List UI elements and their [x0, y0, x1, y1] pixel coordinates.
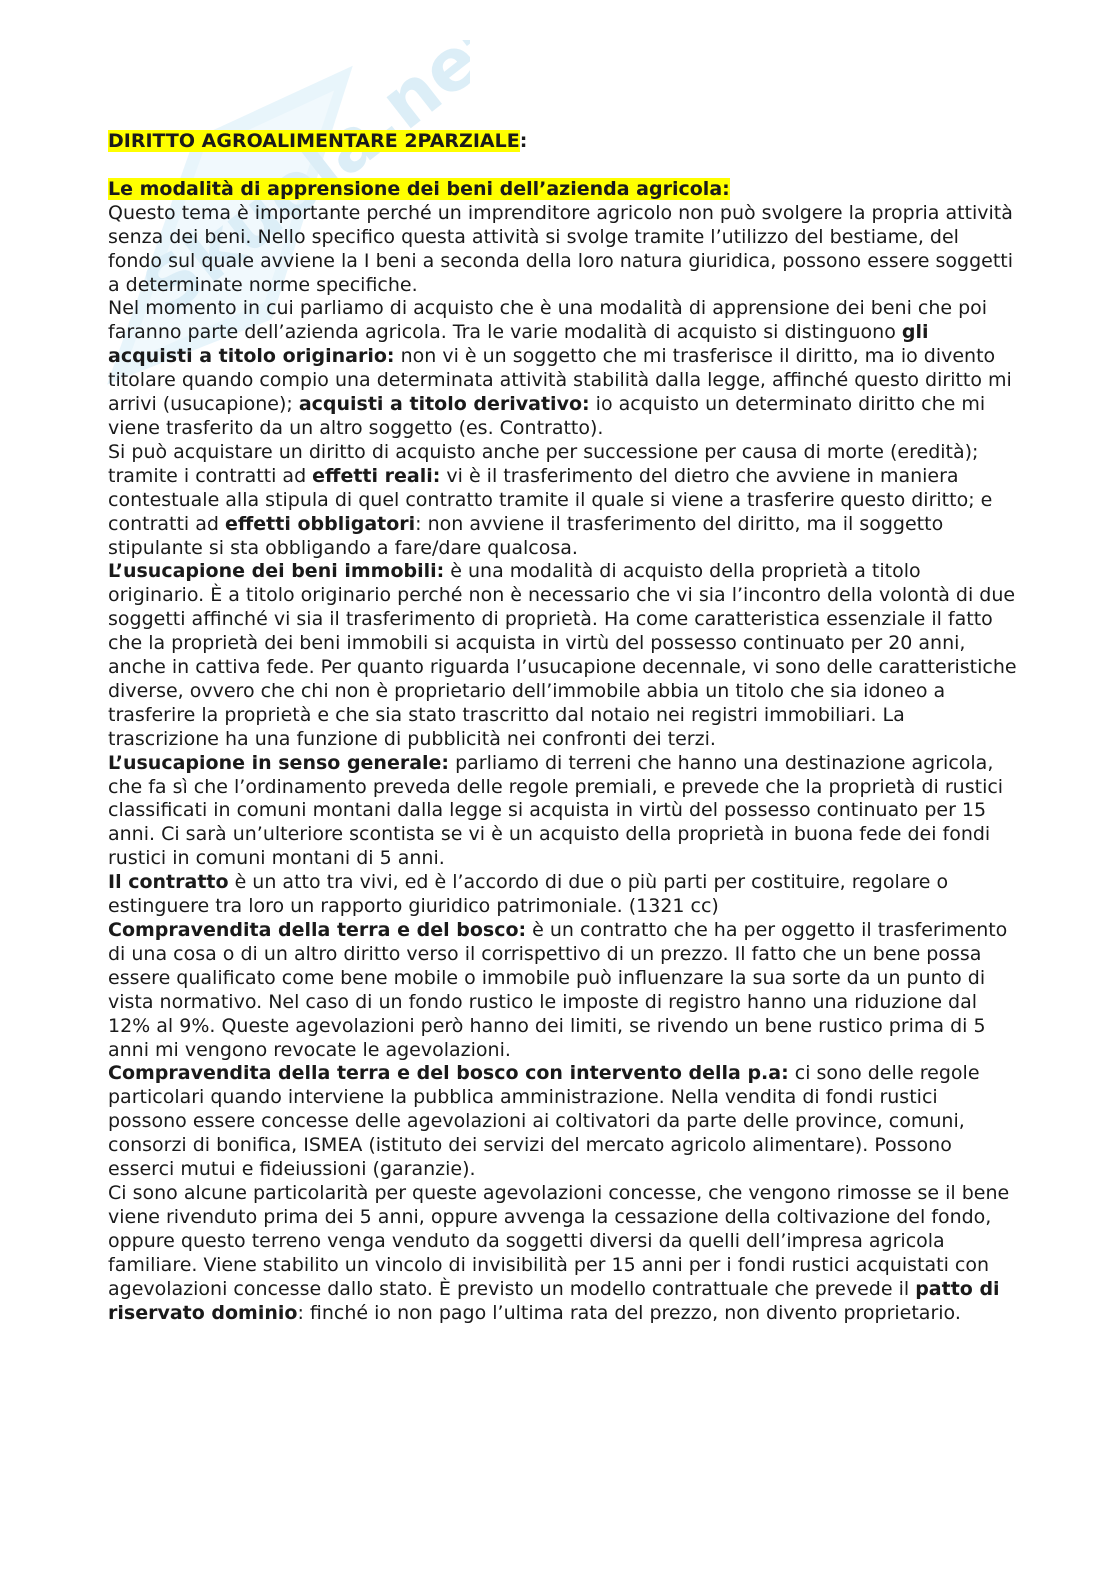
paragraph-2: [108, 297, 1018, 440]
paragraph-6-bold-1: Il contratto: [108, 871, 229, 894]
paragraph-5-text-1: parliamo di terreni che hanno una destinazione agricola, che fa sì che l’ordinamento preveda delle regole premiali, e prevede che la proprietà di rustici classificati in comuni montani dalla legge si acquista in virtù del possesso continuato per 15 anni. Ci sarà un’ulteriore scontista se vi è un acquisto della proprietà in buona fede dei fondi rustici in comuni montani di 5 anni.: [108, 751, 1004, 870]
document-page: [108, 130, 1018, 1325]
paragraph-4-bold-1: L’usucapione dei beni immobili:: [108, 560, 445, 583]
paragraph-1: Questo tema è importante perché un imprenditore agricolo non può svolgere la propria attività senza dei beni. Nello specifico questa attività si svolge tramite l’utilizzo del bestiame, del fondo sul quale avviene la I beni a seconda della loro natura giuridica, possono essere soggetti a determinate norme specifiche.: [108, 201, 1014, 296]
paragraph-3: [108, 441, 1018, 561]
paragraph-2-text-3: io acquisto un determinato diritto che mi viene trasferito da un altro soggetto (es. Contratto).: [108, 393, 986, 439]
paragraph-4: [108, 560, 1018, 751]
paragraph-8-text-1: ci sono delle regole particolari quando interviene la pubblica amministrazione. Nella vendita di fondi rustici possono essere concesse delle agevolazioni ai coltivatori da parte delle province, comuni, consorzi di bonifica, ISMEA (istituto dei servizi del mercato agricolo alimentare). Possono esserci mutui e fideiussioni (garanzie).: [108, 1062, 980, 1181]
document-title-line: [108, 130, 1018, 154]
section-heading: Le modalità di apprensione dei beni dell’azienda agricola:: [108, 177, 730, 200]
paragraph-5-bold-1: L’usucapione in senso generale:: [108, 751, 450, 774]
paragraph-7-bold-1: Compravendita della terra e del bosco:: [108, 919, 527, 941]
paragraph-3-bold-1: effetti reali:: [312, 464, 441, 487]
paragraph-9-text-1: Ci sono alcune particolarità per queste agevolazioni concesse, che vengono rimosse se il bene viene rivenduto prima dei 5 anni, oppure avvenga la cessazione della coltivazione del fondo, oppure questo terreno venga venduto da soggetti diversi da quelli dell’impresa agricola familiare. Viene stabilito un vincolo di invisibilità per 15 anni per i fondi rustici acquistati con agevolazioni concesse dallo stato. È previsto un modello contrattuale che prevede il: [108, 1181, 1010, 1300]
paragraph-2-text-2: non vi è un soggetto che mi trasferisce il diritto, ma io divento titolare quando compio una determinata attività stabilità dalla legge, affinché questo diritto mi arrivi (usucapione);: [108, 345, 1012, 416]
paragraph-6-text-1: è un atto tra vivi, ed è l’accordo di due o più parti per costituire, regolare o estinguere tra loro un rapporto giuridico patrimoniale. (1321 cc): [108, 871, 949, 918]
paragraph-9-bold-1: patto di riservato dominio: [108, 1277, 1000, 1324]
paragraph-9-text-2: : finché io non pago l’ultima rata del prezzo, non divento proprietario.: [297, 1301, 961, 1324]
document-title: DIRITTO AGROALIMENTARE 2PARZIALE: [108, 130, 520, 152]
paragraph-2-text-1: Nel momento in cui parliamo di acquisto che è una modalità di apprensione dei beni che poi faranno parte dell’azienda agricola. Tra le varie modalità di acquisto si distinguono: [108, 297, 988, 344]
paragraph-5: [108, 752, 1018, 872]
document-title-suffix: :: [519, 130, 528, 152]
paragraph-7-text-1: è un contratto che ha per oggetto il trasferimento di una cosa o di un altro diritto verso il corrispettivo di un prezzo. Il fatto che un bene possa essere qualificato come bene mobile o immobile può influenzare la sua sorte da un punto di vista normativo. Nel caso di un fondo rustico le imposte di registro hanno una riduzione dal 12% al 9%. Queste agevolazioni però hanno dei limiti, se rivendo un bene rustico prima di 5 anni mi vengono revocate le agevolazioni.: [108, 919, 1008, 1061]
paragraph-6: [108, 871, 1018, 919]
paragraph-8-bold-1: Compravendita della terra e del bosco con intervento della p.a:: [108, 1062, 789, 1085]
paragraph-2-bold-2: acquisti a titolo derivativo:: [298, 393, 590, 416]
paragraph-3-bold-2: effetti obbligatori: [224, 512, 416, 535]
paragraph-3-text-2: vi è il trasferimento del dietro che avviene in maniera contestuale alla stipula di quel contratto tramite il quale si viene a trasferire questo diritto; e contratti ad: [108, 464, 993, 535]
paragraph-9: [108, 1182, 1018, 1325]
paragraph-3-text-1: Si può acquistare un diritto di acquisto anche per successione per causa di morte (eredità); tramite i contratti ad: [108, 440, 979, 487]
paragraph-4-text-1: è una modalità di acquisto della proprietà a titolo originario. È a titolo originario perché non è necessario che vi sia l’incontro della volontà di due soggetti affinché vi sia il trasferimento di proprietà. Ha come caratteristica essenziale il fatto che la proprietà dei beni immobili si acquista in virtù del possesso continuato per 20 anni, anche in cattiva fede. Per quanto riguarda l’usucapione decennale, vi sono delle caratteristiche diverse, ovvero che chi non è proprietario dell’immobile abbia un titolo che sia idoneo a trasferire la proprietà e che sia stato trascritto dal notaio nei registri immobiliari. La trascrizione ha una funzione di pubblicità nei confronti dei terzi.: [108, 560, 1017, 750]
section-heading-line: [108, 178, 1018, 202]
paragraph-7: [108, 919, 1018, 1062]
paragraph-8: [108, 1062, 1018, 1182]
paragraph-2-bold-1: gli acquisti a titolo originario:: [108, 321, 929, 368]
paragraph-3-text-3: : non avviene il trasferimento del diritto, ma il soggetto stipulante si sta obbligando a fare/dare qualcosa.: [108, 512, 944, 559]
